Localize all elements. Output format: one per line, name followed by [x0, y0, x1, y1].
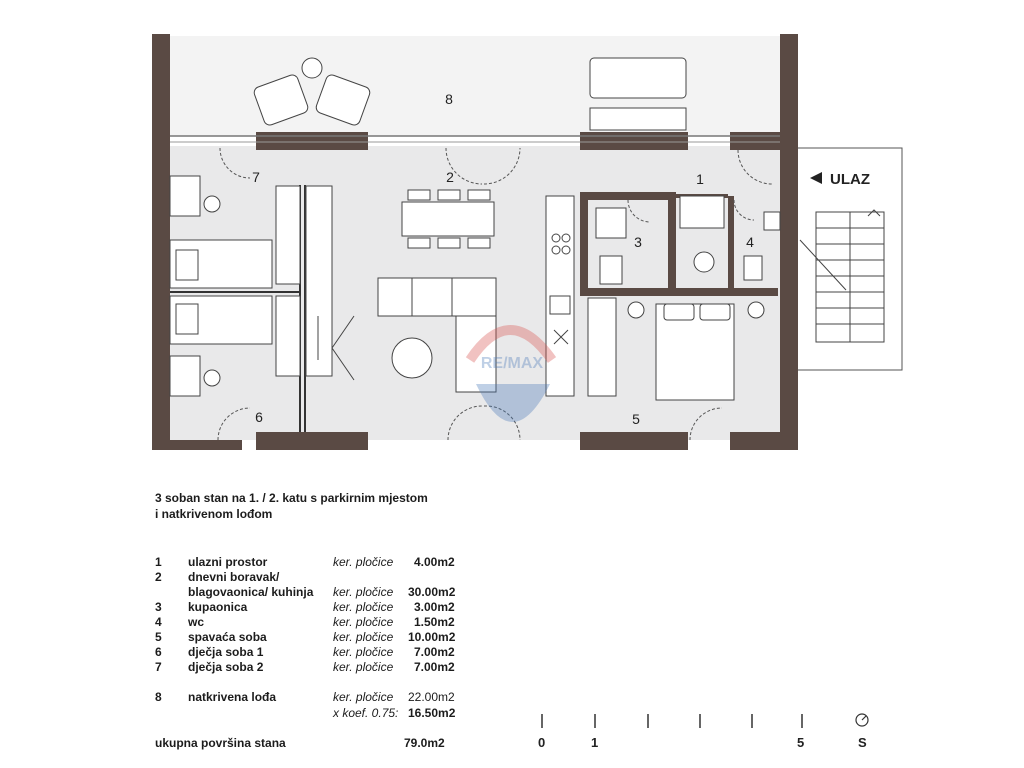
room-finish: ker. pločice	[333, 555, 394, 569]
loggia-name: natkrivena lođa	[188, 690, 277, 704]
room-finish: ker. pločice	[333, 645, 394, 659]
loggia-coef-label: x koef. 0.75:	[333, 706, 399, 720]
room-num: 7	[155, 660, 162, 674]
dining-table	[402, 190, 494, 248]
room-label-2: 2	[446, 169, 454, 185]
scale-bar	[542, 714, 802, 728]
room-name: dnevni boravak/	[188, 570, 280, 584]
room-num: 4	[155, 615, 162, 629]
room-name: dječja soba 1	[188, 645, 264, 659]
entrance-label: ULAZ	[830, 171, 870, 188]
north-label: S	[858, 735, 867, 750]
scale-label-0: 0	[538, 735, 546, 750]
scale-label-5: 5	[797, 735, 805, 750]
room-area: 30.00m2	[408, 585, 456, 599]
room-num: 3	[155, 600, 162, 614]
watermark-text: RE/MAX	[480, 355, 544, 372]
room-label-3: 3	[634, 234, 642, 250]
plan-title-line1: 3 soban stan na 1. / 2. katu s parkirnim mjestom	[155, 491, 428, 505]
room-label-7: 7	[252, 169, 260, 185]
room-num: 6	[155, 645, 162, 659]
north-icon	[856, 714, 868, 726]
room-finish: ker. pločice	[333, 660, 394, 674]
room-label-8: 8	[445, 91, 453, 107]
scale-label-1: 1	[591, 735, 599, 750]
room-num: 2	[155, 570, 162, 584]
room-finish: ker. pločice	[333, 615, 394, 629]
room-label-6: 6	[255, 409, 263, 425]
room-area: 7.00m2	[414, 645, 455, 659]
room-name: spavaća soba	[188, 630, 267, 644]
room-finish: ker. pločice	[333, 630, 394, 644]
room-label-5: 5	[632, 411, 640, 427]
plan-title-line2: i natkrivenom lođom	[155, 507, 273, 521]
room-finish: ker. pločice	[333, 600, 394, 614]
total-value: 79.0m2	[404, 736, 445, 750]
total-label: ukupna površina stana	[155, 736, 286, 750]
loggia-num: 8	[155, 690, 162, 704]
room-name: blagovaonica/ kuhinja	[188, 585, 314, 599]
room-area: 10.00m2	[408, 630, 456, 644]
room-name: ulazni prostor	[188, 555, 268, 569]
room-num: 1	[155, 555, 162, 569]
loggia-finish: ker. pločice	[333, 690, 394, 704]
loggia-coef-area: 16.50m2	[408, 706, 456, 720]
room-name: wc	[188, 615, 205, 629]
room-name: kupaonica	[188, 600, 248, 614]
room-finish: ker. pločice	[333, 585, 394, 599]
room-num: 5	[155, 630, 162, 644]
kitchen-counter	[546, 196, 574, 396]
room-area: 4.00m2	[414, 555, 455, 569]
loggia-area: 22.00m2	[408, 690, 455, 704]
room-label-1: 1	[696, 171, 704, 187]
room-area: 3.00m2	[414, 600, 455, 614]
room-label-4: 4	[746, 234, 754, 250]
room-area: 7.00m2	[414, 660, 455, 674]
room-area: 1.50m2	[414, 615, 455, 629]
room-name: dječja soba 2	[188, 660, 264, 674]
